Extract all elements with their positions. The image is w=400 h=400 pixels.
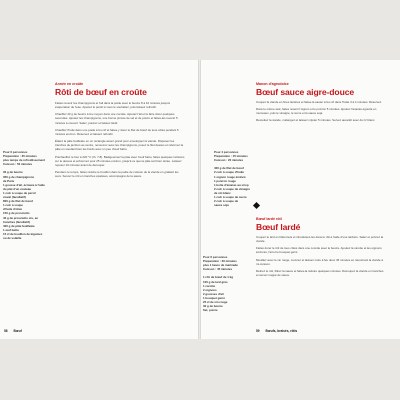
- ornament-diamond-icon: [253, 202, 260, 209]
- recipe-method: [55, 101, 185, 181]
- ingredient-item: 40 g de prosciutto cru, en: [3, 215, 39, 220]
- ingredient-item: 1 oignon rouge émincé: [214, 174, 246, 179]
- left-page: [0, 60, 198, 339]
- method-paragraph: Mouillez avec le vin rouge, couvrez et laissez cuire à feu doux 45 minutes en retournant la viande à mi-cuisson.: [256, 257, 383, 266]
- ingredient-item: de vin blanc: [214, 190, 231, 195]
- method-paragraph: Dans le même wok, faites revenir l'oignon et le poivron 5 minutes. Ajoutez l'ananas égoutté en morceaux, puis le vinaigre, le sucre et la sauce soja.: [256, 107, 377, 116]
- ingredient-item: Préparation : 30 minutes: [203, 259, 237, 264]
- method-paragraph: Chauffez l'huile dans une poêle à feu vif et faites-y dorer le filet de bœuf de tous côtés pendant 5 minutes environ. Réservez et laissez refroidir.: [55, 127, 179, 136]
- ingredient-item: 150 g de prosciutto: [3, 211, 30, 216]
- method-paragraph: Coupez la viande en fines lanières et faites-la sauter à feu vif dans l'huile 3 à 4 minutes. Réservez.: [256, 100, 383, 104]
- ingredient-item: ciselé (facultatif): [3, 195, 26, 200]
- ingredient-item: ou de volaille: [3, 235, 22, 240]
- ingredient-item: 1 œuf battu: [3, 227, 19, 232]
- ingredient-item: plus temps de refroidissement: [3, 158, 45, 163]
- recipe-title: Bœuf sauce aigre-douce: [256, 87, 355, 97]
- recipe-title: Bœuf lardé: [256, 222, 301, 232]
- ingredient-item: 1 boîte d'ananas au sirop: [214, 182, 249, 187]
- ingredient-item: 30 g de beurre: [3, 170, 23, 175]
- recipe-kicker: Manon d'agrodolce: [256, 82, 289, 86]
- recipe-kicker: Bœuf lardé rôti: [256, 217, 282, 221]
- ingredient-item: 800 g de filet de bœuf: [3, 199, 33, 204]
- ingredient-item: Préparation : 35 minutes: [3, 154, 37, 159]
- page-number: 58: [4, 329, 8, 333]
- page-number: 59: [256, 329, 260, 333]
- ingredient-item: 2 gousses d'ail: [203, 291, 224, 296]
- ingredient-item: 400 g de pâte feuilletée: [3, 223, 35, 228]
- ingredient-item: sauce soja: [214, 203, 229, 208]
- ingredient-item: 25 cl de vin rouge: [203, 300, 228, 305]
- right-page: [201, 60, 400, 339]
- ingredient-item: 400 g de filet de bœuf: [214, 166, 244, 171]
- method-paragraph: Pendant ce temps, faites réduire le bouillon dans la poêle de cuisson de la viande en grattant les sucs. Servez le rôti en tranches épaisses, accompagné de la sauce.: [55, 170, 179, 179]
- recipe-method: [256, 100, 386, 126]
- ingredient-item: Pour 6 personnes: [203, 255, 228, 259]
- ingredient-item: 15 cl de bouillon de légumes: [3, 231, 43, 236]
- page-folio: [256, 329, 297, 333]
- ingredients-list: [214, 150, 256, 207]
- ingredient-item: 1 carotte: [203, 283, 216, 288]
- ingredient-item: 1 bouquet garni: [203, 295, 225, 300]
- ingredient-item: d'huile d'olive: [3, 207, 23, 212]
- ingredient-item: Cuisson : 20 minutes: [214, 158, 244, 163]
- ingredient-item: 1 cuil. à soupe: [3, 203, 23, 208]
- ingredient-item: 2 oignons: [203, 287, 217, 292]
- ingredient-item: Pour 6 personnes: [3, 150, 28, 154]
- ingredient-item: Pour 4 personnes: [214, 150, 239, 154]
- method-paragraph: Faites dorer le rôti de tous côtés dans une cocotte avec le beurre. Ajoutez la carotte et les oignons émincés, l'ail et le bouquet garni.: [256, 246, 382, 255]
- ingredient-item: 1 rôti de bœuf de 1 kg: [203, 275, 234, 280]
- recipe-method: [256, 235, 386, 280]
- method-paragraph: Préchauffez le four à 220 °C (th. 7-8). Badigeonnez la pâte avec l'œuf battu, faites quelques incisions sur le dessus et enfournez pour 25 minutes environ, jusqu'à ce que la pâte soit bien dorée. Laissez reposer 10 minutes avant de découper.: [55, 154, 185, 167]
- ingredient-item: plus 1 heure de marinade: [203, 263, 238, 268]
- recipe-kicker: Année en croûte: [55, 82, 84, 86]
- ingredient-item: Cuisson : 45 minutes: [203, 267, 233, 272]
- page-folio: [4, 329, 22, 333]
- ingredient-item: 1 poivron rouge: [214, 178, 236, 183]
- method-paragraph: Chauffez 20 g de beurre à feu moyen dans une cocotte. Ajoutez l'ail et la faire dorer quelques secondes. Ajoutez les champignons, une bonne pincée de sel et de poivre et faites-les revenir 5 minutes à couvert. Salez, poivrez et laissez tiédir.: [55, 112, 178, 125]
- ingredient-item: 1 gousse d'ail, écrasée à l'aide: [3, 182, 45, 187]
- recipe-title: Rôti de bœuf en croûte: [55, 87, 147, 97]
- ingredient-item: Cuisson : 50 minutes: [3, 162, 33, 167]
- method-paragraph: Coupez le lard en bâtonnets et introduisez-les dans le rôti à l'aide d'une lardoire. Salez et poivrez la viande.: [256, 235, 384, 244]
- ingredient-item: 1 cuil. à soupe de sucre: [214, 195, 247, 200]
- page-section-label: Bœuf: [13, 329, 22, 333]
- ingredient-item: Préparation : 15 minutes: [214, 154, 248, 159]
- page-section-label: Bœufs, braisés, rôtis: [265, 329, 298, 333]
- ingredient-item: de Paris: [3, 178, 15, 183]
- ingredients-list: [3, 150, 53, 240]
- ingredient-item: 1 cuil. à soupe de persil: [3, 190, 36, 195]
- method-paragraph: Étalez la pâte feuilletée en un rectangle assez grand pour envelopper la viande. Disposez les tranches de jambon au centre, recouvrez avec les champignons, posez le filet dessus et refermez la pâte en soudant bien les bords avec un peu d'œuf battu.: [55, 139, 184, 152]
- ingredients-list: [203, 255, 255, 312]
- ingredient-item: 2 cuil. à soupe de: [214, 199, 239, 204]
- ingredient-item: tranches (facultatif): [3, 219, 30, 224]
- method-paragraph: Faites revenir les champignons et l'ail dans la poêle avec le beurre 8 à 10 minutes jusqu'à évaporation de l'eau. Ajoutez le persil si vous le souhaitez, puis laissez refroidir.: [55, 101, 170, 110]
- ingredient-item: du plat d'un couteau: [3, 186, 32, 191]
- ingredient-item: 30 g de beurre: [203, 304, 223, 309]
- ingredient-item: 350 g de champignons: [3, 174, 35, 179]
- ingredient-item: 2 cuil. à soupe d'huile: [214, 170, 244, 175]
- ingredient-item: 2 cuil. à soupe de vinaigre: [214, 186, 250, 191]
- method-paragraph: Remettez la viande, mélangez et laissez mijoter 5 minutes. Servez aussitôt avec du riz blanc.: [256, 118, 376, 123]
- ingredient-item: Sel, poivre: [203, 308, 218, 313]
- ingredient-item: 100 g de lard gras: [203, 279, 228, 284]
- method-paragraph: Retirez le rôti, filtrez la sauce et faites-la réduire quelques minutes. Découpez la viande en tranches et servez nappé de sauce.: [256, 268, 384, 278]
